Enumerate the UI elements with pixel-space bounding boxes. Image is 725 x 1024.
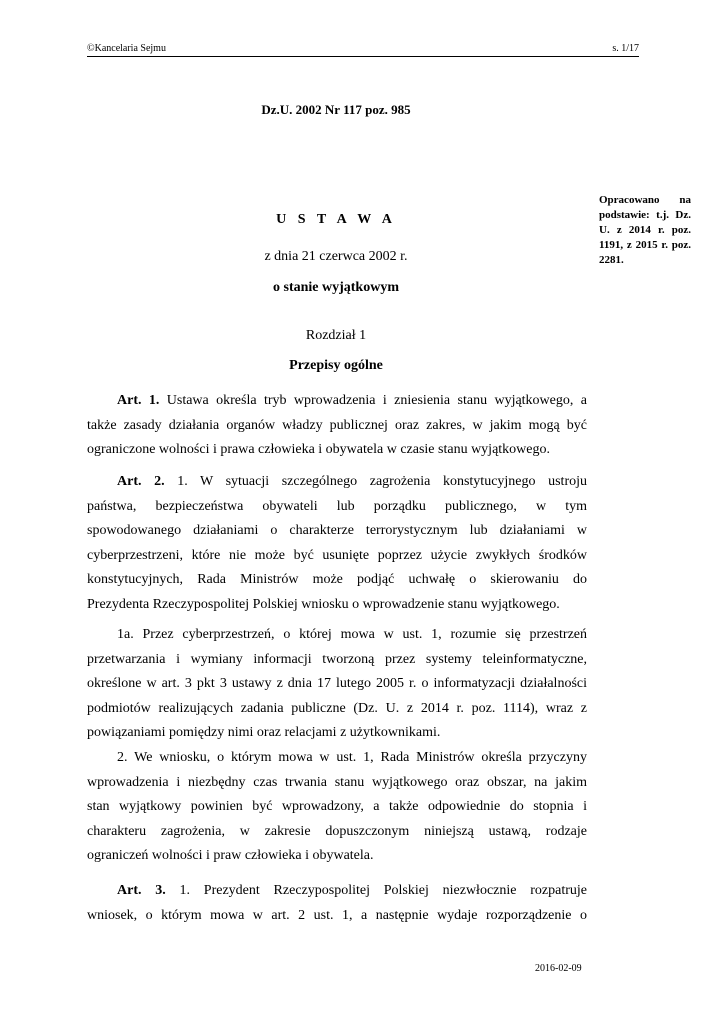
article-1-label: Art. 1.: [117, 393, 160, 408]
article-3: [87, 879, 587, 928]
article-2-1a-line: określone w art. 3 pkt 3 ustawy z dnia 17 lutego 2005 r. o informatyzacji działalności: [87, 676, 587, 691]
article-2-1a-line: podmiotów realizujących zadania publiczne (Dz. U. z 2014 r. poz. 1114), wraz z: [87, 700, 587, 716]
article-3-line: 1. Prezydent Rzeczypospolitej Polskiej niezwłocznie rozpatruje: [165, 883, 587, 898]
article-3-line: wniosek, o którym mowa w art. 2 ust. 1, a następnie wydaje rozporządzenie o: [87, 907, 587, 923]
article-2-1a-line: powiązaniami pomiędzy nimi oraz relacjami z użytkownikami.: [87, 725, 441, 740]
article-2-2-line: 2. We wniosku, o którym mowa w ust. 1, Rada Ministrów określa przyczyny: [117, 750, 587, 765]
article-2-1a-line: 1a. Przez cyberprzestrzeń, o której mowa w ust. 1, rozumie się przestrzeń: [117, 627, 587, 642]
article-1-line: także zasady działania organów władzy publicznej oraz zakres, w jakim mogą być: [87, 417, 587, 433]
article-1-line: ograniczone wolności i prawa człowieka i obywatela w czasie stanu wyjątkowego.: [87, 442, 550, 457]
article-2-line: Prezydenta Rzeczypospolitej Polskiej wniosku o wprowadzenie stanu wyjątkowego.: [87, 596, 560, 612]
act-title: U S T A W A: [276, 212, 396, 227]
article-2-para-1a: [87, 623, 587, 746]
article-2-line: spowodowanego działaniami o charakterze terrorystycznym lub działaniami w: [87, 523, 587, 538]
article-1: [87, 389, 587, 463]
article-2-2-line: wprowadzenia i niezbędny czas trwania stanu wyjątkowego oraz obszar, na jakim: [87, 774, 587, 790]
article-2-line: 1. W sytuacji szczególnego zagrożenia konstytucyjnego ustroju: [164, 474, 587, 489]
act-date: z dnia 21 czerwca 2002 r.: [264, 249, 408, 264]
article-2-2-line: stan wyjątkowy powinien być wprowadzony, a także odpowiednie do stopnia i: [87, 799, 587, 814]
page-header: [87, 44, 639, 57]
article-1-line: Ustawa określa tryb wprowadzenia i zniesienia stanu wyjątkowego, a: [159, 393, 587, 408]
chapter-title: Przepisy ogólne: [289, 358, 383, 373]
page-footer-date: 2016-02-09: [535, 963, 582, 974]
article-2-2-line: charakteru zagrożenia, w zakresie dopuszczonym niniejszą ustawą, rodzaje: [87, 823, 587, 839]
header-publisher: ©Kancelaria Sejmu: [87, 43, 166, 54]
journal-reference: Dz.U. 2002 Nr 117 poz. 985: [261, 102, 411, 117]
article-2-label: Art. 2.: [117, 474, 165, 489]
article-2-2-line: ograniczeń wolności i praw człowieka i obywatela.: [87, 848, 374, 863]
article-2-1a-line: przetwarzania i wymiany informacji tworzoną przez systemy teleinformatyczne,: [87, 651, 587, 667]
chapter-number: Rozdział 1: [305, 328, 367, 343]
article-3-label: Art. 3.: [117, 883, 166, 898]
article-2-line: konstytucyjnych, Rada Ministrów może podjąć uchwałę o skierowaniu do: [87, 572, 587, 587]
article-2-para-2: [87, 746, 587, 869]
header-page-number: s. 1/17: [612, 43, 639, 54]
article-2-line: cyberprzestrzeni, które nie może być usunięte poprzez użycie zwykłych środków: [87, 547, 587, 563]
side-note: Opracowano na podstawie: t.j. Dz. U. z 2014 r. poz. 1191, z 2015 r. poz. 2281.: [599, 194, 691, 266]
article-2-line: państwa, bezpieczeństwa obywateli lub porządku publicznego, w tym: [87, 498, 587, 514]
article-2-para-1: [87, 470, 587, 617]
act-subject: o stanie wyjątkowym: [273, 280, 399, 295]
